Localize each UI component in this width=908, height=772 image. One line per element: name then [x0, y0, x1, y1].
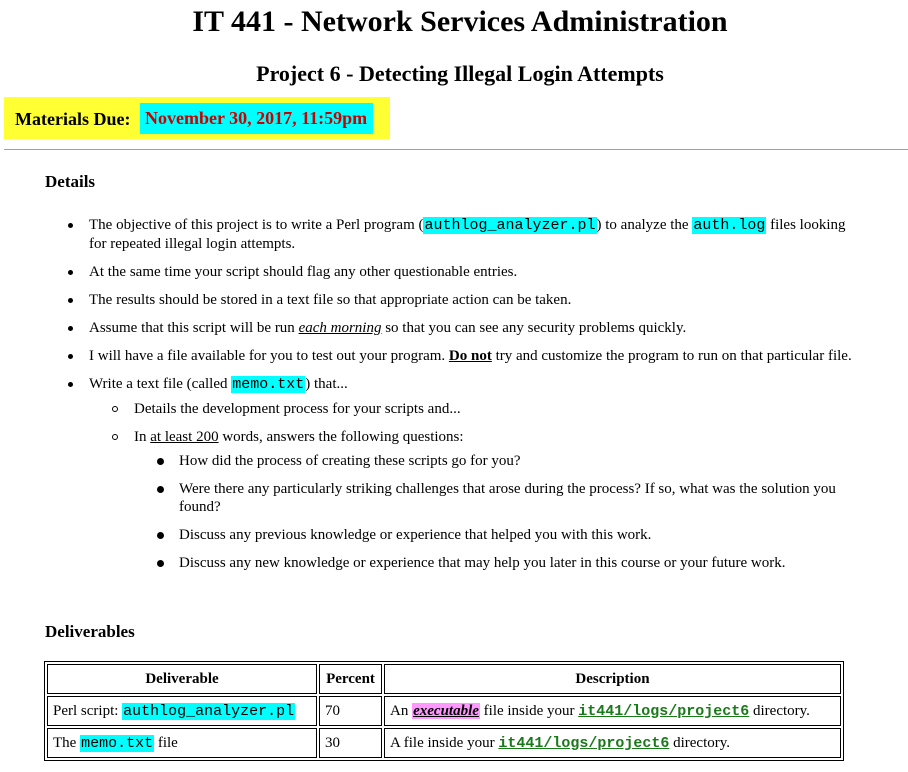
list-item	[70, 347, 860, 365]
question-text: Discuss any new knowledge or experience that may help you later in this course or your future work.	[179, 555, 786, 571]
directory-path: it441/logs/project6	[498, 734, 670, 752]
list-item	[160, 526, 860, 544]
bullet-icon	[68, 354, 73, 359]
square-bullet-icon	[157, 532, 164, 539]
deliverable-cell	[47, 728, 317, 758]
column-header-deliverable: Deliverable	[47, 664, 317, 694]
underlined-text: at least 200	[150, 429, 219, 445]
list-item	[115, 428, 860, 572]
circle-bullet-icon	[112, 434, 118, 440]
column-header-percent: Percent	[319, 664, 382, 694]
list-item	[70, 319, 860, 337]
item-text: try and customize the program to run on that particular file.	[491, 348, 852, 364]
item-text: files looking for repeated illegal login attempts.	[89, 217, 846, 252]
inline-code: authlog_analyzer.pl	[424, 217, 596, 234]
item-text: The results should be stored in a text file so that appropriate action can be taken.	[89, 292, 572, 308]
project-subtitle: Project 6 - Detecting Illegal Login Attempts	[256, 61, 664, 86]
square-bullet-icon	[157, 458, 164, 465]
item-text: Details the development process for your scripts and...	[134, 401, 461, 417]
memo-sublist	[115, 400, 860, 572]
details-list	[70, 216, 860, 582]
executable-text: executable	[413, 702, 479, 719]
list-item	[70, 216, 860, 253]
due-label: Materials Due:	[15, 109, 131, 129]
item-text: so that you can see any security problems quickly.	[381, 320, 687, 336]
deliverables-table	[44, 661, 844, 761]
bullet-icon	[68, 326, 73, 331]
item-text: words, answers the following questions:	[218, 429, 464, 445]
question-text: How did the process of creating these scripts go for you?	[179, 453, 521, 469]
item-text: Write a text file (called	[89, 376, 232, 392]
questions-list	[160, 452, 860, 572]
list-item	[70, 291, 860, 309]
list-item	[160, 452, 860, 470]
table-header-row	[47, 664, 841, 694]
list-item	[160, 554, 860, 572]
emphasis-text: each morning	[298, 320, 382, 336]
question-text: Were there any particularly striking challenges that arose during the process? If so, what was the solution you found?	[179, 481, 836, 515]
deliverable-cell	[47, 696, 317, 726]
cell-text: directory.	[669, 734, 731, 751]
list-item	[70, 375, 860, 572]
bullet-icon	[68, 270, 73, 275]
table-row	[47, 696, 841, 726]
percent-cell: 70	[319, 696, 382, 726]
list-item	[160, 480, 860, 516]
cell-text: file	[154, 734, 178, 751]
inline-code: authlog_analyzer.pl	[123, 702, 295, 720]
cell-text: An	[390, 702, 413, 719]
question-text: Discuss any previous knowledge or experience that helped you with this work.	[179, 527, 652, 543]
horizontal-rule	[4, 149, 908, 150]
item-text: Assume that this script will be run	[89, 320, 299, 336]
cell-text: file inside your	[479, 702, 579, 719]
cell-text: Perl script:	[53, 702, 123, 719]
list-item	[70, 263, 860, 281]
inline-code: memo.txt	[232, 376, 305, 393]
description-cell	[384, 728, 841, 758]
inline-code: auth.log	[693, 217, 766, 234]
item-text: In	[134, 429, 151, 445]
list-item	[115, 400, 860, 418]
cell-text: A file inside your	[390, 734, 499, 751]
page-title: IT 441 - Network Services Administration	[192, 5, 728, 38]
column-header-description: Description	[384, 664, 841, 694]
description-cell	[384, 696, 841, 726]
bullet-icon	[68, 298, 73, 303]
percent-cell: 30	[319, 728, 382, 758]
item-text: ) to analyze the	[596, 217, 693, 233]
circle-bullet-icon	[112, 406, 118, 412]
item-text: At the same time your script should flag any other questionable entries.	[89, 264, 518, 280]
bullet-icon	[68, 223, 73, 228]
cell-text: The	[53, 734, 81, 751]
bullet-icon	[68, 382, 73, 387]
square-bullet-icon	[157, 560, 164, 567]
deliverables-heading: Deliverables	[45, 622, 135, 641]
inline-code: memo.txt	[81, 734, 154, 752]
strong-text: Do not	[448, 348, 492, 364]
item-text: I will have a file available for you to test out your program.	[89, 348, 449, 364]
cell-text: directory.	[749, 702, 810, 719]
directory-path: it441/logs/project6	[578, 702, 750, 720]
table-row	[47, 728, 841, 758]
details-heading: Details	[45, 172, 96, 191]
item-text: The objective of this project is to write a Perl program (	[89, 217, 424, 233]
item-text: ) that...	[305, 376, 348, 392]
square-bullet-icon	[157, 486, 164, 493]
due-date: November 30, 2017, 11:59pm	[140, 103, 373, 134]
